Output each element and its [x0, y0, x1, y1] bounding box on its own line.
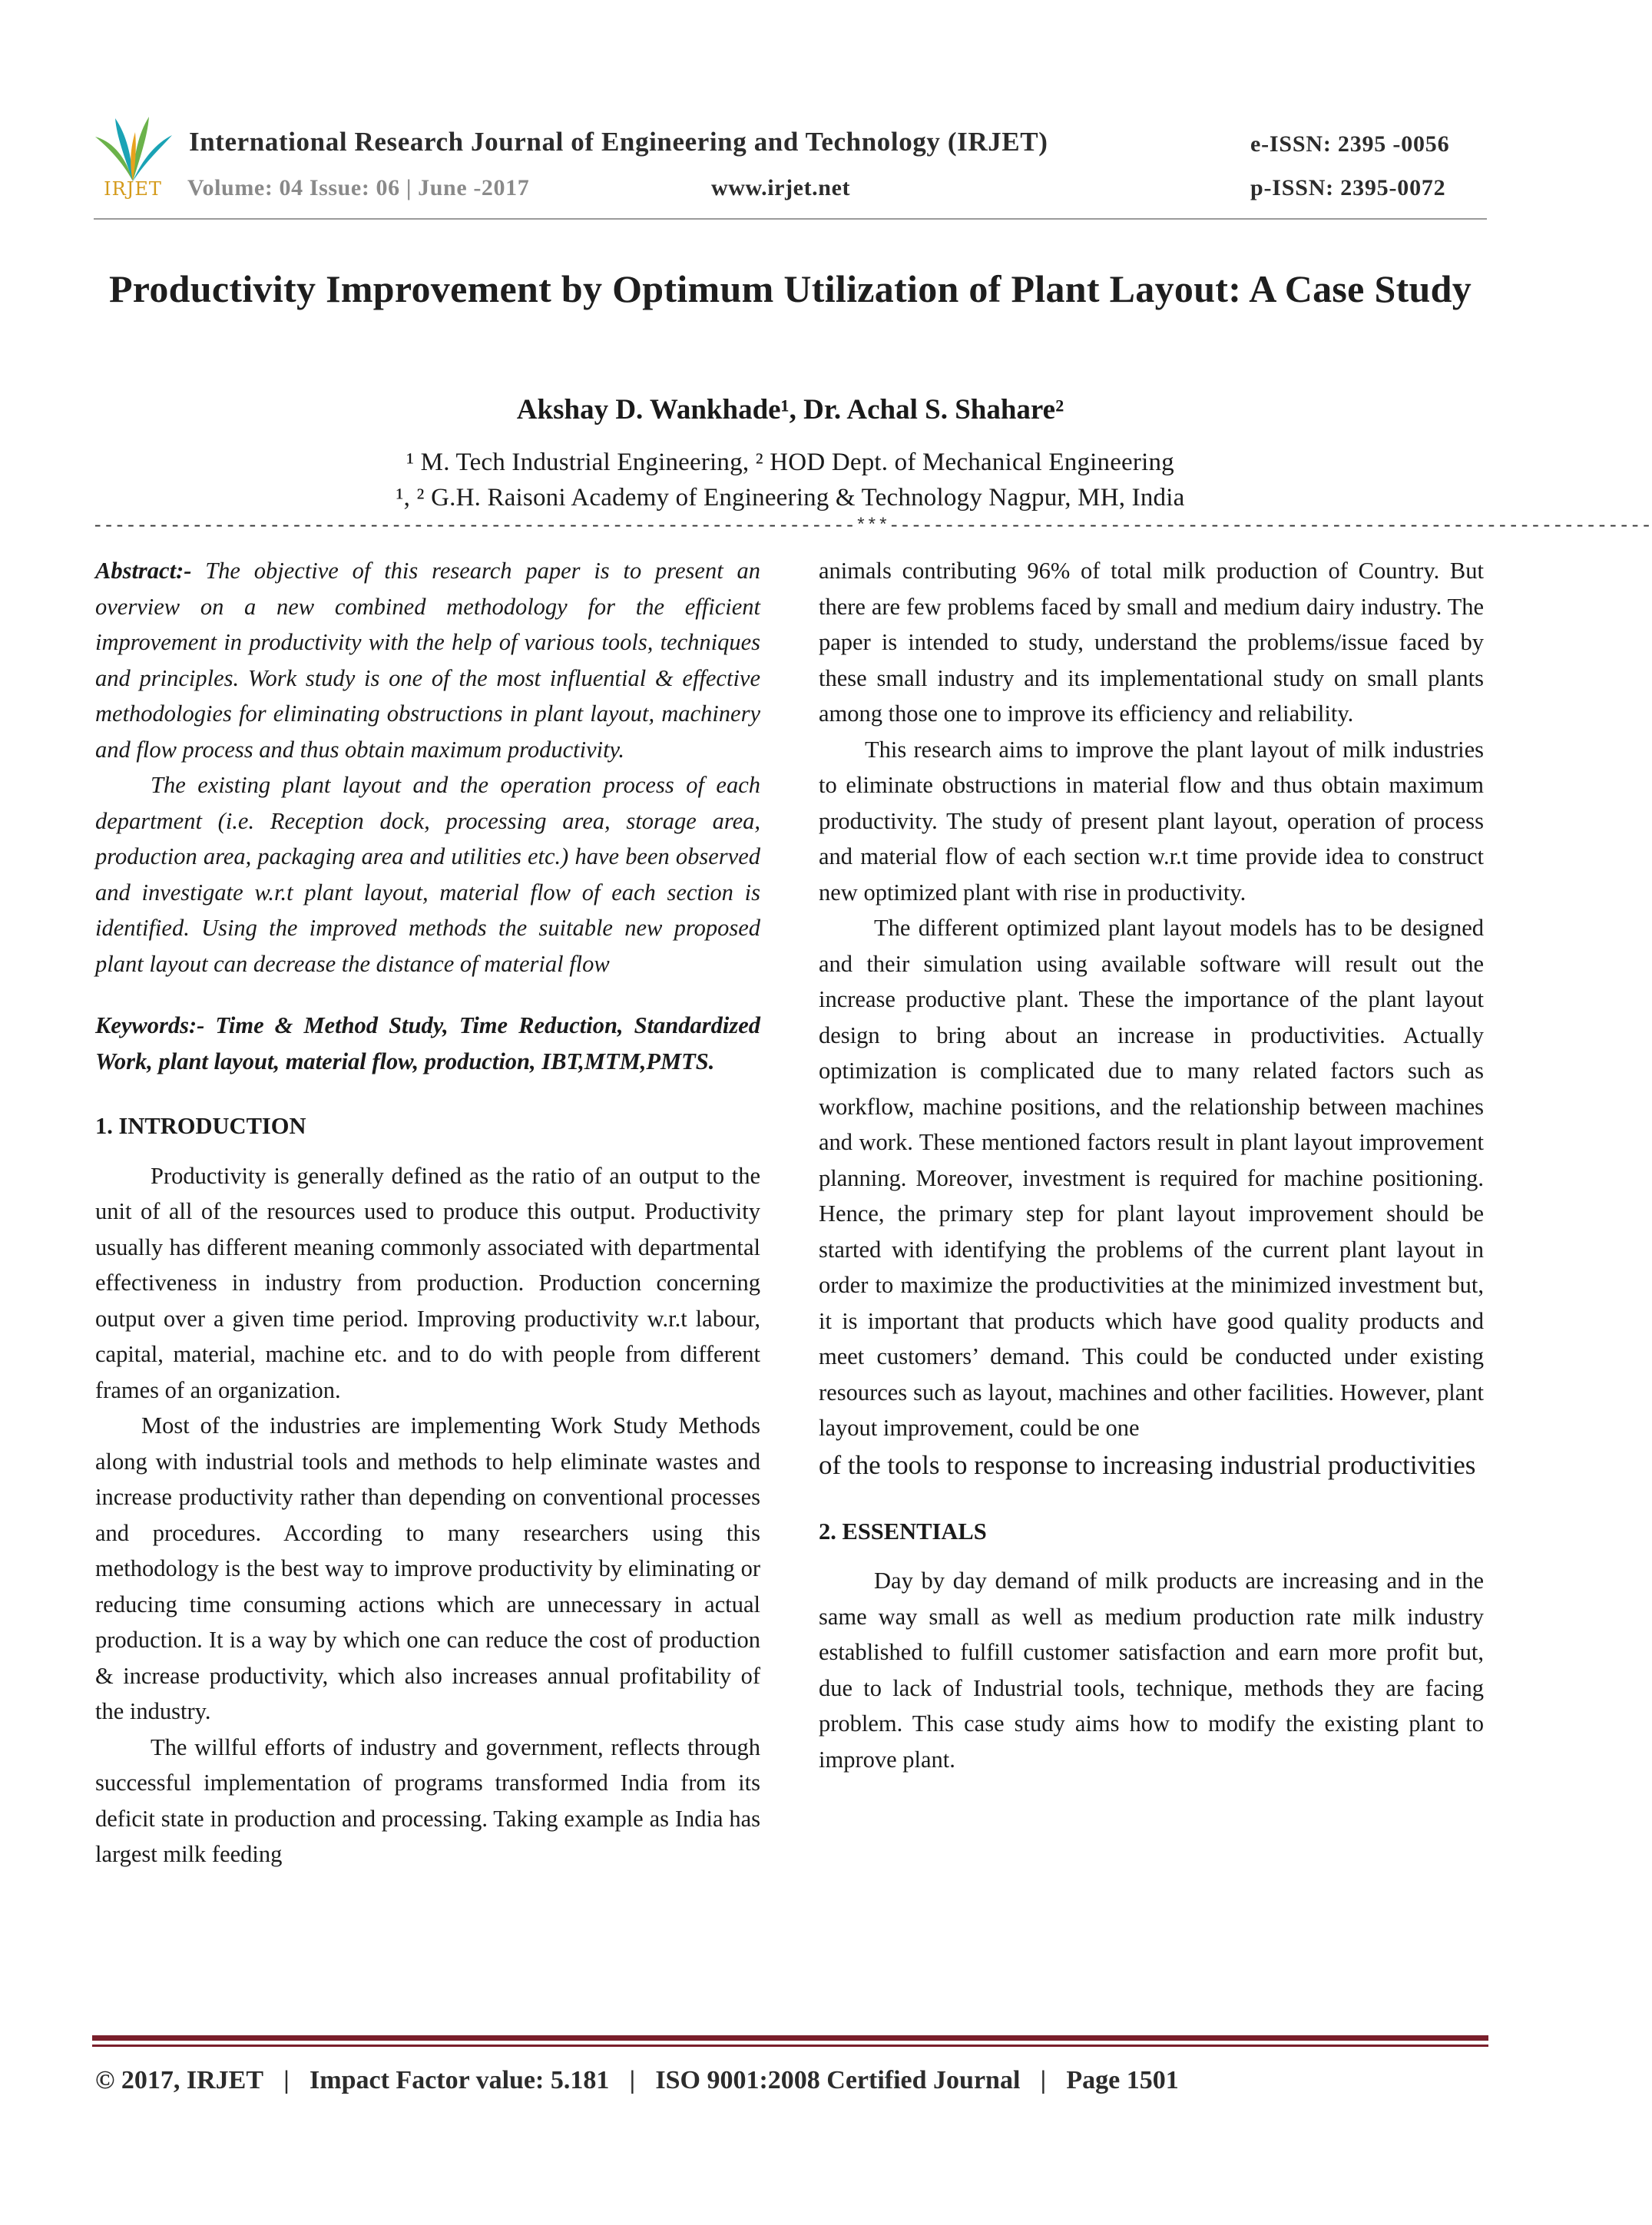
abstract-paragraph-2: The existing plant layout and the operation process of each department (i.e. Reception dock, processing area, storage area, production area, packaging area and utilities etc.) have been observed and investigate w.r.t plant layout, material flow of each section is identified. Using the improved methods the suitable new proposed plant layout can decrease the distance of material flow	[95, 772, 760, 977]
affiliation-line-2: ¹, ² G.H. Raisoni Academy of Engineering & Technology Nagpur, MH, India	[396, 484, 1185, 512]
introduction-paragraph-1: Productivity is generally defined as the ratio of an output to the unit of all of the resources used to produce this output. Productivity usually has different meaning commonly associated with departmental effectiveness in industry from production. Production concerning output over a given time period. Improving productivity w.r.t labour, capital, material, machine etc. and to do with people from different frames of an organization.	[95, 1162, 760, 1403]
keywords: Keywords:- Time & Method Study, Time Reduction, Standardized Work, plant layout, material flow, production, IBT,MTM,PMTS.	[95, 1012, 760, 1074]
footer-separator: |	[629, 2066, 636, 2094]
introduction-paragraph-2: Most of the industries are implementing Work Study Methods along with industrial tools and methods to help eliminate wastes and increase productivity rather than depending on conventional processes and procedures. According to many researchers using this methodology is the best way to improve productivity by eliminating or reducing time consuming actions which are unnecessary in actual production. It is a way by which one can reduce the cost of production & increase productivity, which also increases annual profitability of the industry.	[95, 1412, 760, 1724]
introduction-paragraph-4: This research aims to improve the plant layout of milk industries to eliminate obstructions in material flow and thus obtain maximum productivity. The study of present plant layout, operation of process and material flow of each section w.r.t time provide idea to construct new optimized plant with rise in productivity.	[819, 736, 1484, 906]
introduction-paragraph-3-continued: animals contributing 96% of total milk production of Country. But there are few problems faced by small and medium dairy industry. The paper is intended to study, understand the problems/issue faced by these small industry and its implementational study on small plants among those one to improve its efficiency and reliability.	[819, 558, 1484, 727]
footer-rule-thick	[92, 2035, 1488, 2041]
introduction-paragraph-3: The willful efforts of industry and government, reflects through successful implementation of programs transformed India from its deficit state in production and processing. Taking example as India has largest milk feeding	[95, 1733, 760, 1867]
page-footer	[95, 2066, 1485, 2095]
abstract-text-1: The objective of this research paper is to present an overview on a new combined methodology for the efficient improvement in productivity with the help of various tools, techniques and principles. Work study is one of the most influential & effective methodologies for eliminating obstructions in plant layout, machinery and flow process and thus obtain maximum productivity.	[95, 558, 760, 763]
footer-copyright: © 2017, IRJET	[95, 2066, 264, 2094]
volume-issue: Volume: 04 Issue: 06 | June -2017	[187, 175, 530, 200]
p-issn: p-ISSN: 2395-0072	[1250, 175, 1446, 200]
introduction-paragraph-5: The different optimized plant layout models has to be designed and their simulation using available software will result out the increase productive plant. These the importance of the plant layout design to bring about an increase in productivities. Actually optimization is complicated due to many related factors such as workflow, machine positions, and the relationship between machines and work. These mentioned factors result in plant layout improvement planning. Moreover, investment is required for machine positioning. Hence, the primary step for plant layout improvement should be started with identifying the problems of the current plant layout in order to maximize the productivities at the minimized investment but, it is important that products which have good quality products and meet customers’ demand. This could be conducted under existing resources such as layout, machines and other facilities. However, plant layout improvement, could be one	[819, 915, 1484, 1441]
logo-text: IRJET	[104, 178, 162, 200]
footer-iso: ISO 9001:2008 Certified Journal	[655, 2066, 1021, 2094]
section-divider: ---------------------------------------------------------------------***---------------------------------------------------------------------	[92, 516, 1652, 537]
journal-website-link[interactable]: www.irjet.net	[711, 175, 851, 200]
paper-title: Productivity Improvement by Optimum Utilization of Plant Layout: A Case Study	[108, 267, 1472, 310]
left-column	[95, 553, 760, 1872]
e-issn: e-ISSN: 2395 -0056	[1250, 131, 1450, 157]
abstract-label: Abstract:-	[95, 558, 192, 584]
essentials-heading: 2. ESSENTIALS	[819, 1518, 987, 1545]
footer-separator: |	[283, 2066, 290, 2094]
footer-page-number: Page 1501	[1066, 2066, 1179, 2094]
footer-impact-factor: Impact Factor value: 5.181	[310, 2066, 610, 2094]
introduction-paragraph-5-tail: of the tools to response to increasing industrial productivities	[819, 1449, 1476, 1480]
essentials-paragraph-1: Day by day demand of milk products are increasing and in the same way small as well as medium production rate milk industry established to fulfill customer satisfaction and earn more profit but, due to lack of Industrial tools, technique, methods they are facing problem. This case study aims how to modify the existing plant to improve plant.	[819, 1568, 1484, 1773]
right-column	[819, 553, 1484, 1777]
introduction-heading: 1. INTRODUCTION	[95, 1113, 306, 1139]
paper-authors: Akshay D. Wankhade¹, Dr. Achal S. Shahare²	[516, 394, 1064, 425]
abstract-paragraph-1	[95, 553, 760, 767]
footer-separator: |	[1040, 2066, 1047, 2094]
journal-name: International Research Journal of Engineering and Technology (IRJET)	[189, 127, 1048, 157]
header-divider	[94, 218, 1487, 220]
footer-rule-thin	[92, 2045, 1488, 2047]
affiliation-line-1: ¹ M. Tech Industrial Engineering, ² HOD Dept. of Mechanical Engineering	[406, 449, 1174, 476]
